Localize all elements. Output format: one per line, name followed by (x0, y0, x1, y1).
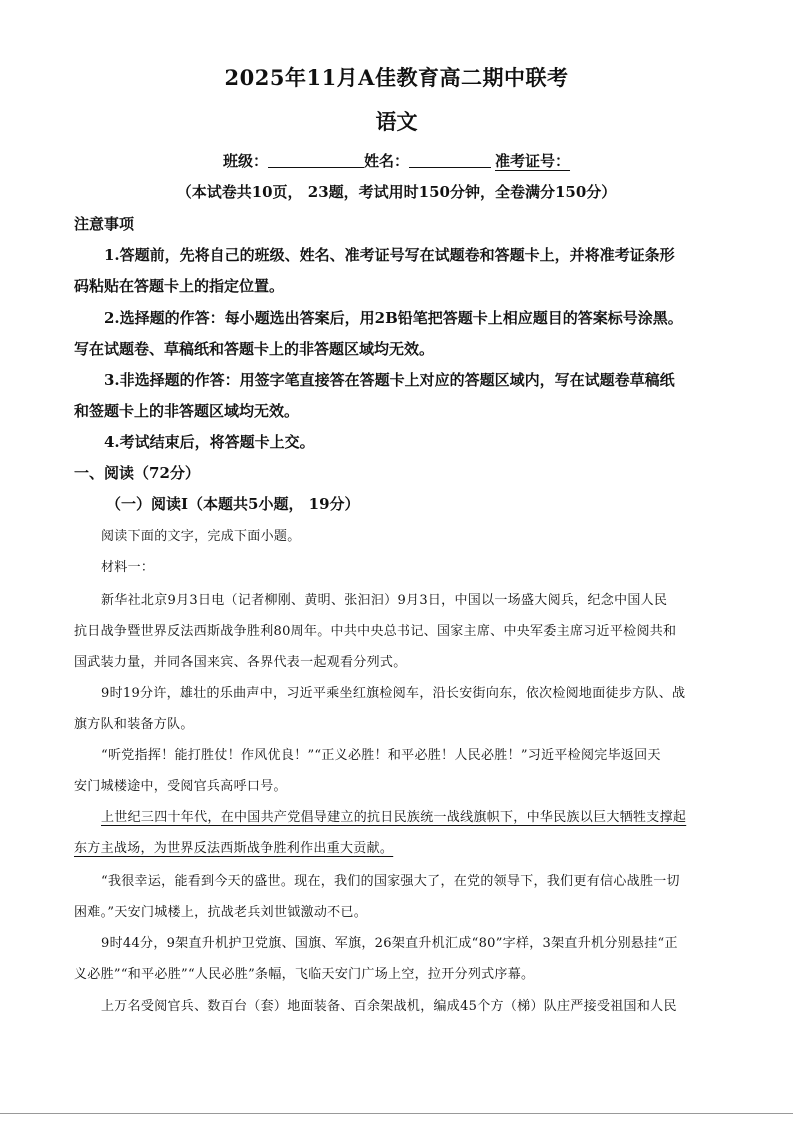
notice-heading: 注意事项 (74, 215, 135, 233)
exam-title: 2025年11月A佳教育高二期中联考 (224, 65, 569, 90)
notice-line: 4.考试结束后，将答题卡上交。 (104, 433, 315, 451)
subsection-heading: （一）阅读I（本题共5小题， 19分） (106, 495, 360, 513)
material-label: 材料一： (101, 560, 155, 575)
passage-instruction: 阅读下面的文字，完成下面小题。 (101, 529, 301, 544)
passage-line: 9时44分，9架直升机护卫党旗、国旗、军旗，26架直升机汇成“80”字样，3架直升机分别悬挂“正 (101, 936, 678, 951)
subject-title: 语文 (375, 109, 418, 134)
passage-line: 上万名受阅官兵、数百台（套）地面装备、百余架战机，编成45个方（梯）队庄严接受祖国和人民 (101, 999, 677, 1014)
notice-line: 1.答题前，先将自己的班级、姓名、准考证号写在试题卷和答题卡上，并将准考证条形 (104, 246, 675, 264)
page-bottom-rule (0, 1113, 793, 1114)
class-blank (268, 152, 364, 168)
exam-no-label: 准考证号： (495, 152, 571, 170)
passage-line: 困难。”天安门城楼上，抗战老兵刘世钺激动不已。 (74, 905, 368, 920)
exam-info: （本试卷共10页， 23题，考试用时150分钟，全卷满分150分） (176, 183, 617, 201)
passage-line: 国武装力量，并同各国来宾、各界代表一起观看分列式。 (74, 655, 407, 670)
name-label: 姓名： (363, 152, 409, 170)
notice-line: 码粘贴在答题卡上的指定位置。 (74, 277, 285, 295)
notice-line: 2.选择题的作答：每小题选出答案后，用2B铅笔把答题卡上相应题目的答案标号涂黑。 (104, 309, 683, 327)
passage-line-underlined: 上世纪三四十年代，在中国共产党倡导建立的抗日民族统一战线旗帜下，中华民族以巨大牺牲支撑起 (101, 810, 687, 825)
passage-line: 新华社北京9月3日电（记者柳刚、黄明、张汩汩）9月3日，中国以一场盛大阅兵，纪念中国人民 (101, 593, 668, 608)
passage-line: 安门城楼途中，受阅官兵高呼口号。 (74, 779, 287, 794)
student-fields (0, 150, 793, 171)
notice-line: 写在试题卷、草稿纸和答题卡上的非答题区域均无效。 (74, 340, 435, 358)
notice-line: 3.非选择题的作答：用签字笔直接答在答题卡上对应的答题区域内，写在试题卷草稿纸 (104, 371, 675, 389)
notice-line: 和签题卡上的非答题区域均无效。 (74, 402, 300, 420)
passage-line: 9时19分许，雄壮的乐曲声中，习近平乘坐红旗检阅车，沿长安街向东，依次检阅地面徒步方队、战 (101, 686, 686, 701)
passage-line: “我很幸运，能看到今天的盛世。现在，我们的国家强大了，在党的领导下，我们更有信心战胜一切 (101, 874, 680, 889)
section-heading: 一、阅读（72分） (74, 464, 200, 482)
passage-line: 旗方队和装备方队。 (74, 717, 194, 732)
passage-line: 义必胜”“和平必胜”“人民必胜”条幅，飞临天安门广场上空，拉开分列式序幕。 (74, 967, 535, 982)
name-blank (409, 152, 491, 168)
passage-line: 抗日战争暨世界反法西斯战争胜利80周年。中共中央总书记、国家主席、中央军委主席习近平检阅共和 (74, 624, 677, 639)
passage-line-underlined: 东方主战场，为世界反法西斯战争胜利作出重大贡献。 (74, 841, 394, 856)
passage-line: “听党指挥！能打胜仗！作风优良！”“正义必胜！和平必胜！人民必胜！”习近平检阅完毕返回天 (101, 748, 661, 763)
class-label: 班级： (222, 152, 268, 170)
